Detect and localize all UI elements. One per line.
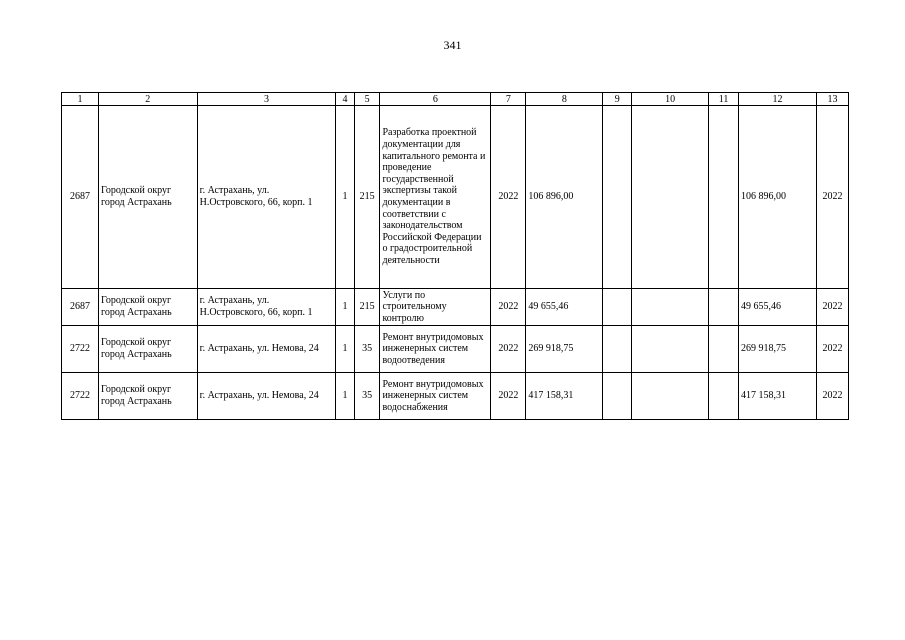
column-header: 6 (380, 93, 491, 106)
cell-col10 (632, 289, 709, 326)
cell-municipality: Городской округ город Астрахань (98, 373, 197, 420)
cell-col13: 2022 (817, 326, 849, 373)
cell-col12: 106 896,00 (738, 106, 816, 289)
cell-year: 2022 (491, 373, 526, 420)
column-header: 5 (354, 93, 380, 106)
table-row (62, 373, 849, 420)
cell-address: г. Астрахань, ул. Н.Островского, 66, корп. 1 (197, 289, 336, 326)
column-header: 4 (336, 93, 354, 106)
cell-col5: 35 (354, 326, 380, 373)
cell-total-cost: 49 655,46 (526, 289, 603, 326)
cell-id: 2687 (62, 106, 99, 289)
cell-col9 (603, 106, 632, 289)
cell-work-type: Услуги по строительному контролю (380, 289, 491, 326)
cell-id: 2722 (62, 326, 99, 373)
cell-id: 2722 (62, 373, 99, 420)
column-header: 10 (632, 93, 709, 106)
cell-work-type: Разработка проектной документации для капитального ремонта и проведение государственной экспертизы такой документации в соответствии с законодательством Российской Федерации о градостроительной деятельности (380, 106, 491, 289)
cell-total-cost: 269 918,75 (526, 326, 603, 373)
cell-address: г. Астрахань, ул. Немова, 24 (197, 326, 336, 373)
cell-col11 (709, 326, 739, 373)
column-header: 11 (709, 93, 739, 106)
column-header: 7 (491, 93, 526, 106)
cell-total-cost: 106 896,00 (526, 106, 603, 289)
column-header: 8 (526, 93, 603, 106)
cell-col13: 2022 (817, 373, 849, 420)
cell-col5: 215 (354, 106, 380, 289)
table-row (62, 289, 849, 326)
table-row (62, 326, 849, 373)
cell-municipality: Городской округ город Астрахань (98, 326, 197, 373)
cell-col13: 2022 (817, 289, 849, 326)
cell-col9 (603, 289, 632, 326)
registry-table (61, 92, 849, 420)
column-header: 12 (738, 93, 816, 106)
cell-col9 (603, 326, 632, 373)
cell-col12: 417 158,31 (738, 373, 816, 420)
cell-municipality: Городской округ город Астрахань (98, 289, 197, 326)
cell-work-type: Ремонт внутридомовых инженерных систем водоснабжения (380, 373, 491, 420)
cell-work-type: Ремонт внутридомовых инженерных систем водоотведения (380, 326, 491, 373)
column-header: 9 (603, 93, 632, 106)
cell-col13: 2022 (817, 106, 849, 289)
cell-col5: 35 (354, 373, 380, 420)
cell-col11 (709, 106, 739, 289)
cell-col4: 1 (336, 326, 354, 373)
cell-address: г. Астрахань, ул. Немова, 24 (197, 373, 336, 420)
cell-col10 (632, 326, 709, 373)
cell-col5: 215 (354, 289, 380, 326)
cell-year: 2022 (491, 326, 526, 373)
column-header: 2 (98, 93, 197, 106)
cell-col9 (603, 373, 632, 420)
cell-col12: 49 655,46 (738, 289, 816, 326)
cell-col10 (632, 106, 709, 289)
cell-total-cost: 417 158,31 (526, 373, 603, 420)
table-row (62, 106, 849, 289)
cell-col4: 1 (336, 106, 354, 289)
cell-col11 (709, 289, 739, 326)
column-header: 1 (62, 93, 99, 106)
cell-col4: 1 (336, 373, 354, 420)
cell-address: г. Астрахань, ул. Н.Островского, 66, корп. 1 (197, 106, 336, 289)
cell-col12: 269 918,75 (738, 326, 816, 373)
cell-col4: 1 (336, 289, 354, 326)
cell-col11 (709, 373, 739, 420)
cell-col10 (632, 373, 709, 420)
column-header: 3 (197, 93, 336, 106)
header-row (62, 93, 849, 106)
cell-year: 2022 (491, 289, 526, 326)
cell-municipality: Городской округ город Астрахань (98, 106, 197, 289)
page-number: 341 (443, 38, 462, 52)
cell-id: 2687 (62, 289, 99, 326)
cell-year: 2022 (491, 106, 526, 289)
column-header: 13 (817, 93, 849, 106)
